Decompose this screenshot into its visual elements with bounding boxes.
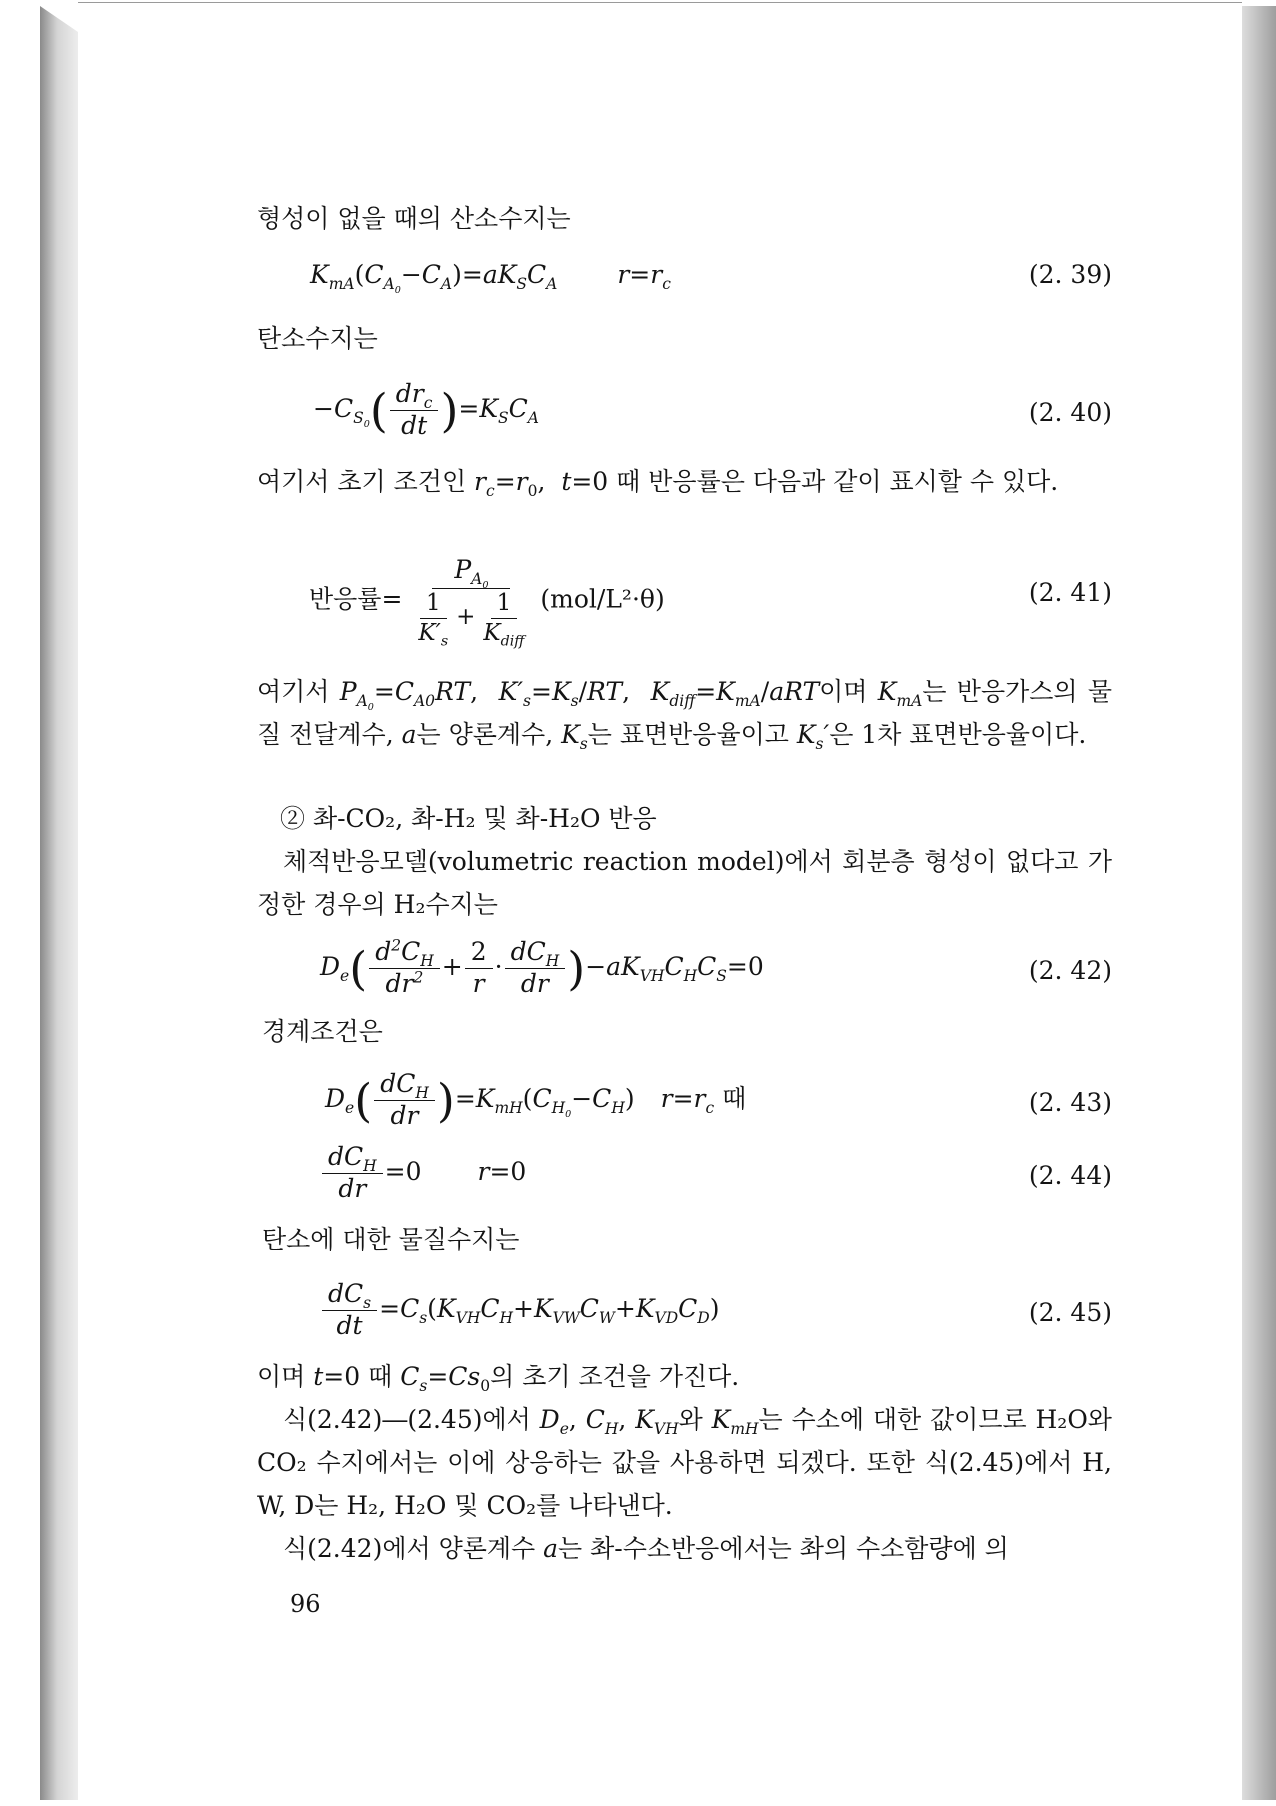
equation-number: (2. 39) (1028, 260, 1112, 289)
text-line: 형성이 없을 때의 산소수지는 (257, 204, 571, 233)
text-fragment: 때 반응률은 다음과 같이 표시할 수 있다. (608, 467, 1059, 496)
equation-number: (2. 43) (1028, 1088, 1112, 1117)
equation-number: (2. 40) (1028, 398, 1112, 427)
equation-2-45: $\frac{dC_s}{dt}$ $=C_s(K_{VH}C_H+K_{VW}C_W+K_{VD}C_D)$ (2. 45) (320, 1280, 1112, 1341)
paragraph-oxygen-balance-intro (257, 197, 1112, 240)
reaction-rate-label: 반응률 (309, 584, 382, 614)
page-edge-shadow (1236, 6, 1276, 1800)
text-fragment: 식(2.42)―(2.45)에서 (283, 1405, 540, 1434)
text-line: 탄소에 대한 물질수지는 (262, 1225, 520, 1254)
equation-2-39: $K_{mA}(C_{A_0}-C_A)=aK_SC_A$ $r=r_c$ (2. 39) (310, 260, 1112, 297)
text-fragment: 와 (678, 1405, 712, 1434)
page-number: 96 (290, 1590, 321, 1618)
paragraph-definitions: 여기서 $P_{A_0}=C_{A0}RT$, $K'_s=K_s/RT$, $K_{diff}=K_{mA}$/aRT이며 $K_{mA}$는 반응가스의 물질 전달계수, a는 양론계수, $K_s$는 표면반응율이고 $K_s'$은 1차 표면반응율이다. (257, 677, 1113, 753)
equation-2-41: 반응률= $P_{A_0}$ $\frac{1}{K'_s}$ + $\frac{1}{K_{diff}}$ (mol/L²·θ) (2. 41) (309, 555, 1112, 650)
text-fragment: 는 반응가스의 물질 전달계수, (257, 677, 1113, 749)
equation-number: (2. 41) (1028, 578, 1112, 607)
text-fragment: 여기서 초기 조건인 (257, 467, 475, 496)
paragraph-initial-condition: 여기서 초기 조건인 $r_c=r_0$, t=0 때 반응률은 다음과 같이 표시할 수 있다. (257, 467, 1059, 500)
paragraph-closing: 이며 t=0 때 $C_s=Cs_0$의 초기 조건을 가진다. 식(2.42)―(2.45)에서 $D_e$, $C_H$, $K_{VH}$와 $K_{mH}$는 수소에 대한 값이므로 H₂O와 CO₂ 수지에서는 이에 상응하는 값을 사용하면 되겠다. 또한 식(2.45)에서 H, W, D는 H₂, H₂O 및 CO₂를 나타낸다. 식(2.42)에서 양론계수 a는 촤-수소반응에서는 촤의 수소함량에 의 (257, 1362, 1112, 1563)
equation-number: (2. 42) (1028, 956, 1112, 985)
equation-number: (2. 45) (1028, 1298, 1112, 1327)
text-line: 탄소수지는 (257, 324, 378, 353)
paragraph-volumetric-model (257, 840, 1112, 926)
equation-2-40: $-C_{S_0}$( $\frac{dr_c}{dt}$ )$=K_SC_A$ (2. 40) (313, 379, 1112, 440)
when-label: 때 (722, 1083, 747, 1113)
paragraph-carbon-material-balance (262, 1218, 1112, 1261)
text-fragment: 는 촤-수소반응에서는 촤의 수소함량에 의 (558, 1534, 1009, 1563)
text-fragment: 이며 (819, 677, 878, 706)
text-line: ② 촤-CO₂, 촤-H₂ 및 촤-H₂O 반응 (280, 804, 657, 833)
section-heading-char-reactions (280, 797, 1112, 840)
book-spine (40, 6, 78, 1800)
text-fragment: 이며 (257, 1362, 314, 1391)
equation-2-42: $D_e$( $\frac{d^2C_H}{dr^2}$ + $\frac{2}{r}$ · $\frac{dC_H}{dr}$ )$-aK_{VH}C_HC_S=0$ (2. 42) (320, 936, 1112, 998)
text-fragment: 는 양론계수, (416, 720, 562, 749)
text-fragment: 식(2.42)에서 양론계수 (283, 1534, 544, 1563)
text-line: 경계조건은 (262, 1017, 383, 1046)
text-fragment: 는 표면반응율이고 (587, 720, 797, 749)
paragraph-carbon-balance-intro (257, 317, 1112, 360)
text-fragment: 는 수소에 대한 값이므로 H₂O와 CO₂ 수지에서는 이에 상응하는 값을 사용하면 되겠다. 또한 식(2.45)에서 H, W, D는 H₂, H₂O 및 CO₂를 나타낸다. (257, 1405, 1112, 1520)
paragraph-boundary-conditions (262, 1010, 1112, 1053)
text-fragment: 여기서 (257, 677, 340, 706)
text-line: 체적반응모델(volumetric reaction model)에서 회분층 형성이 없다고 가정한 경우의 H₂수지는 (257, 847, 1112, 919)
equation-2-44: $\frac{dC_H}{dr}$ =0 r=0 (2. 44) (320, 1143, 1112, 1204)
unit-label: (mol/L²·θ) (540, 584, 665, 614)
text-fragment: 은 1차 표면반응율이다. (829, 720, 1087, 749)
equation-2-43: $D_e$( $\frac{dC_H}{dr}$ )$=K_{mH}(C_{H_0}-C_H)$ $r=r_c$ 때 (2. 43) (325, 1069, 1112, 1130)
equation-number: (2. 44) (1028, 1161, 1112, 1190)
text-fragment: 의 초기 조건을 가진다. (490, 1362, 740, 1391)
